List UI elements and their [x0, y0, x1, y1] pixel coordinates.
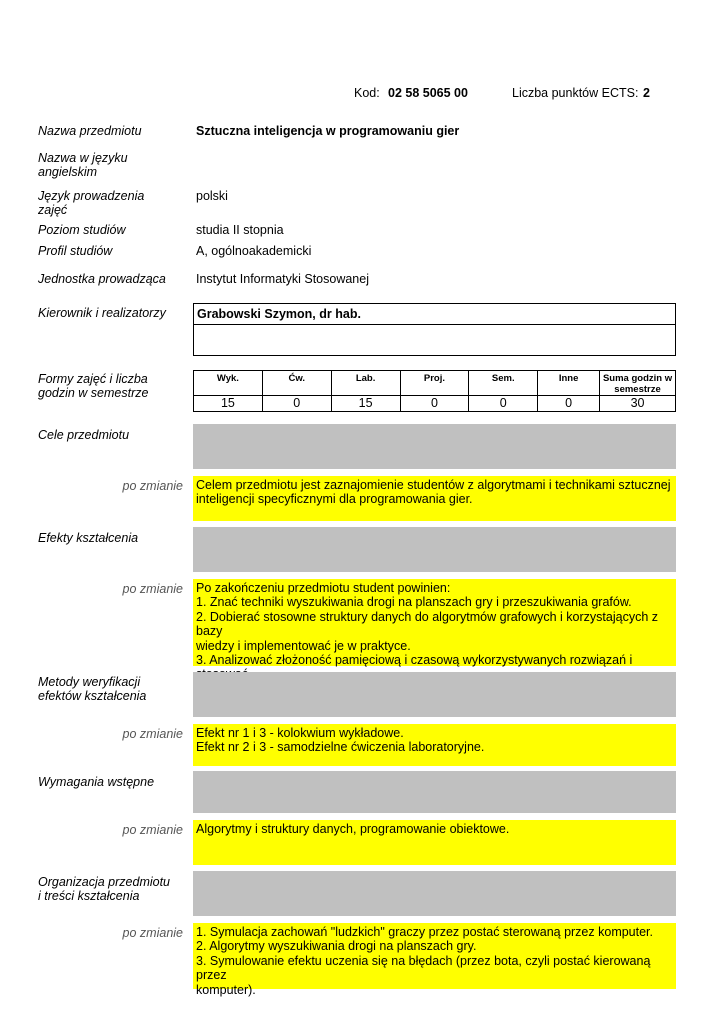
coordinator-label: Kierownik i realizatorzy — [38, 306, 166, 320]
verification-text: Efekt nr 1 i 3 - kolokwium wykładowe. Efekt nr 2 i 3 - samodzielne ćwiczenia laboratoryjne. — [193, 724, 676, 766]
language-label-1: Język prowadzenia — [38, 189, 145, 203]
course-name-label: Nazwa przedmiotu — [38, 124, 142, 138]
coordinator-box — [193, 303, 676, 356]
hours-header-cell: Wyk. — [194, 371, 263, 396]
study-profile-label: Profil studiów — [38, 244, 113, 258]
hours-value-cell: 0 — [400, 396, 469, 412]
after-change-label: po zmianie — [122, 926, 183, 940]
hours-label-1: Formy zajęć i liczba — [38, 372, 148, 386]
prerequisites-text: Algorytmy i struktury danych, programowanie obiektowe. — [193, 820, 676, 865]
after-change-label: po zmianie — [122, 823, 183, 837]
hours-value-cell: 0 — [262, 396, 331, 412]
hours-value-cell: 15 — [331, 396, 400, 412]
ects-value: 2 — [643, 86, 650, 100]
study-level-label: Poziom studiów — [38, 223, 126, 237]
code-label: Kod: — [354, 86, 380, 100]
hours-header-cell: Ćw. — [262, 371, 331, 396]
study-profile-value: A, ogólnoakademicki — [196, 244, 312, 258]
hours-value-cell: 0 — [538, 396, 600, 412]
course-name-value: Sztuczna inteligencja w programowaniu gier — [196, 124, 460, 138]
after-change-label: po zmianie — [122, 582, 183, 596]
after-change-label: po zmianie — [122, 479, 183, 493]
coordinator-value: Grabowski Szymon, dr hab. — [194, 304, 675, 325]
hours-value-cell: 30 — [600, 396, 676, 412]
objectives-original-box — [193, 424, 676, 469]
hours-header-cell: Suma godzin w semestrze — [600, 371, 676, 396]
outcomes-label: Efekty kształcenia — [38, 531, 139, 545]
hours-value-cell: 0 — [469, 396, 538, 412]
language-label-2: zajęć — [38, 203, 68, 217]
hours-table — [193, 370, 676, 412]
prerequisites-label: Wymagania wstępne — [38, 775, 155, 789]
objectives-label: Cele przedmiotu — [38, 428, 130, 442]
verification-label-2: efektów kształcenia — [38, 689, 147, 703]
verification-label-1: Metody weryfikacji — [38, 675, 141, 689]
after-change-label: po zmianie — [122, 727, 183, 741]
prerequisites-original-box — [193, 771, 676, 813]
unit-label: Jednostka prowadząca — [38, 272, 166, 286]
organization-text: 1. Symulacja zachowań "ludzkich" graczy przez postać sterowaną przez komputer. 2. Algorytmy wyszukiwania drogi na planszach gry. 3. Symulowanie efektu uczenia się na błędach (przez bota, czyli postać kierowaną przez komputer). — [193, 923, 676, 989]
hours-header-row — [194, 371, 676, 396]
organization-label-2: i treści kształcenia — [38, 889, 140, 903]
language-value: polski — [196, 189, 228, 203]
outcomes-text: Po zakończeniu przedmiotu student powinien: 1. Znać techniki wyszukiwania drogi na planszach gry i przeszukiwania grafów. 2. Dobierać stosowne struktury danych do algorytmów grafowych i korzystających z bazy wiedzy i implementować je w praktyce. 3. Analizować złożoność pamięciową i czasową wykorzystywanych rozwiązań i — [193, 579, 676, 666]
organization-label-1: Organizacja przedmiotu — [38, 875, 171, 889]
hours-header-cell: Inne — [538, 371, 600, 396]
hours-value-cell: 15 — [194, 396, 263, 412]
organization-original-box — [193, 871, 676, 916]
hours-header-cell: Sem. — [469, 371, 538, 396]
hours-label-2: godzin w semestrze — [38, 386, 149, 400]
verification-original-box — [193, 672, 676, 717]
hours-header-cell: Lab. — [331, 371, 400, 396]
english-name-label-1: Nazwa w języku — [38, 151, 128, 165]
hours-value-row — [194, 396, 676, 412]
unit-value: Instytut Informatyki Stosowanej — [196, 272, 369, 286]
study-level-value: studia II stopnia — [196, 223, 284, 237]
english-name-label-2: angielskim — [38, 165, 98, 179]
ects-label: Liczba punktów ECTS: — [512, 86, 639, 100]
code-value: 02 58 5065 00 — [388, 86, 468, 100]
outcomes-original-box — [193, 527, 676, 572]
objectives-text: Celem przedmiotu jest zaznajomienie studentów z algorytmami i technikami sztucznej inteligencji specyficznymi dla programowania gier. — [193, 476, 676, 521]
hours-header-cell: Proj. — [400, 371, 469, 396]
